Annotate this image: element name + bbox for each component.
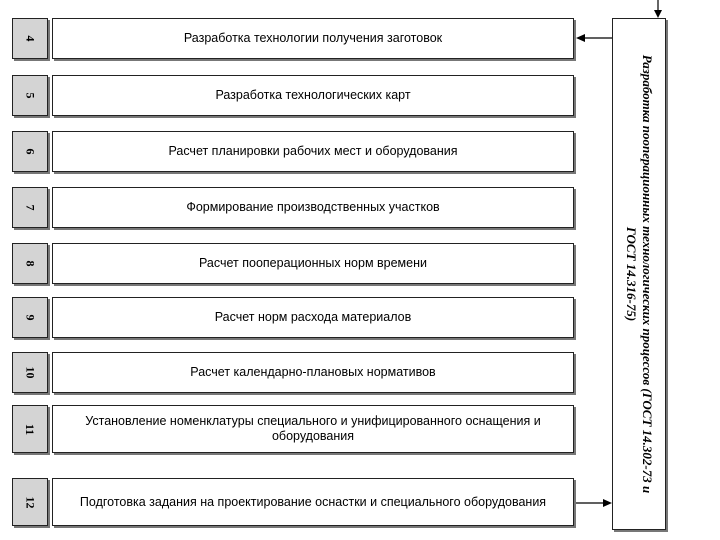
arrow-to-step-4-head: [576, 34, 585, 42]
step-text: Расчет пооперационных норм времени: [199, 256, 427, 270]
step-number: 5: [23, 92, 38, 99]
incoming-arrowhead: [654, 10, 662, 18]
step-text: Расчет норм расхода материалов: [214, 310, 412, 324]
step-text: Подготовка задания на проектирование оснастки и специального оборудования: [79, 494, 547, 509]
panel-text-line-2: ГОСТ 14.316-75): [624, 226, 639, 322]
step-text: Установление номенклатуры специального и унифицированного оснащения и оборудования: [85, 414, 541, 443]
step-text: Разработка технологических карт: [215, 88, 411, 102]
step-number: 4: [23, 35, 38, 42]
step-number: 10: [23, 366, 38, 379]
step-number: 8: [23, 260, 38, 267]
step-text: Расчет планировки рабочих мест и оборудования: [168, 144, 458, 158]
step-number: 9: [23, 314, 38, 321]
arrow-from-step-12-head: [603, 499, 612, 507]
panel-text-line-1: Разработка пооперационных технологических процессов (ГОСТ 14.302-73 и: [640, 54, 655, 494]
step-text: Разработка технологии получения заготовок: [183, 31, 443, 45]
step-number: 7: [23, 204, 38, 211]
step-number: 6: [23, 148, 38, 155]
step-text: Расчет календарно-плановых нормативов: [190, 365, 436, 379]
step-number: 11: [23, 423, 38, 435]
step-number: 12: [23, 496, 38, 508]
step-text: Формирование производственных участков: [186, 200, 440, 214]
